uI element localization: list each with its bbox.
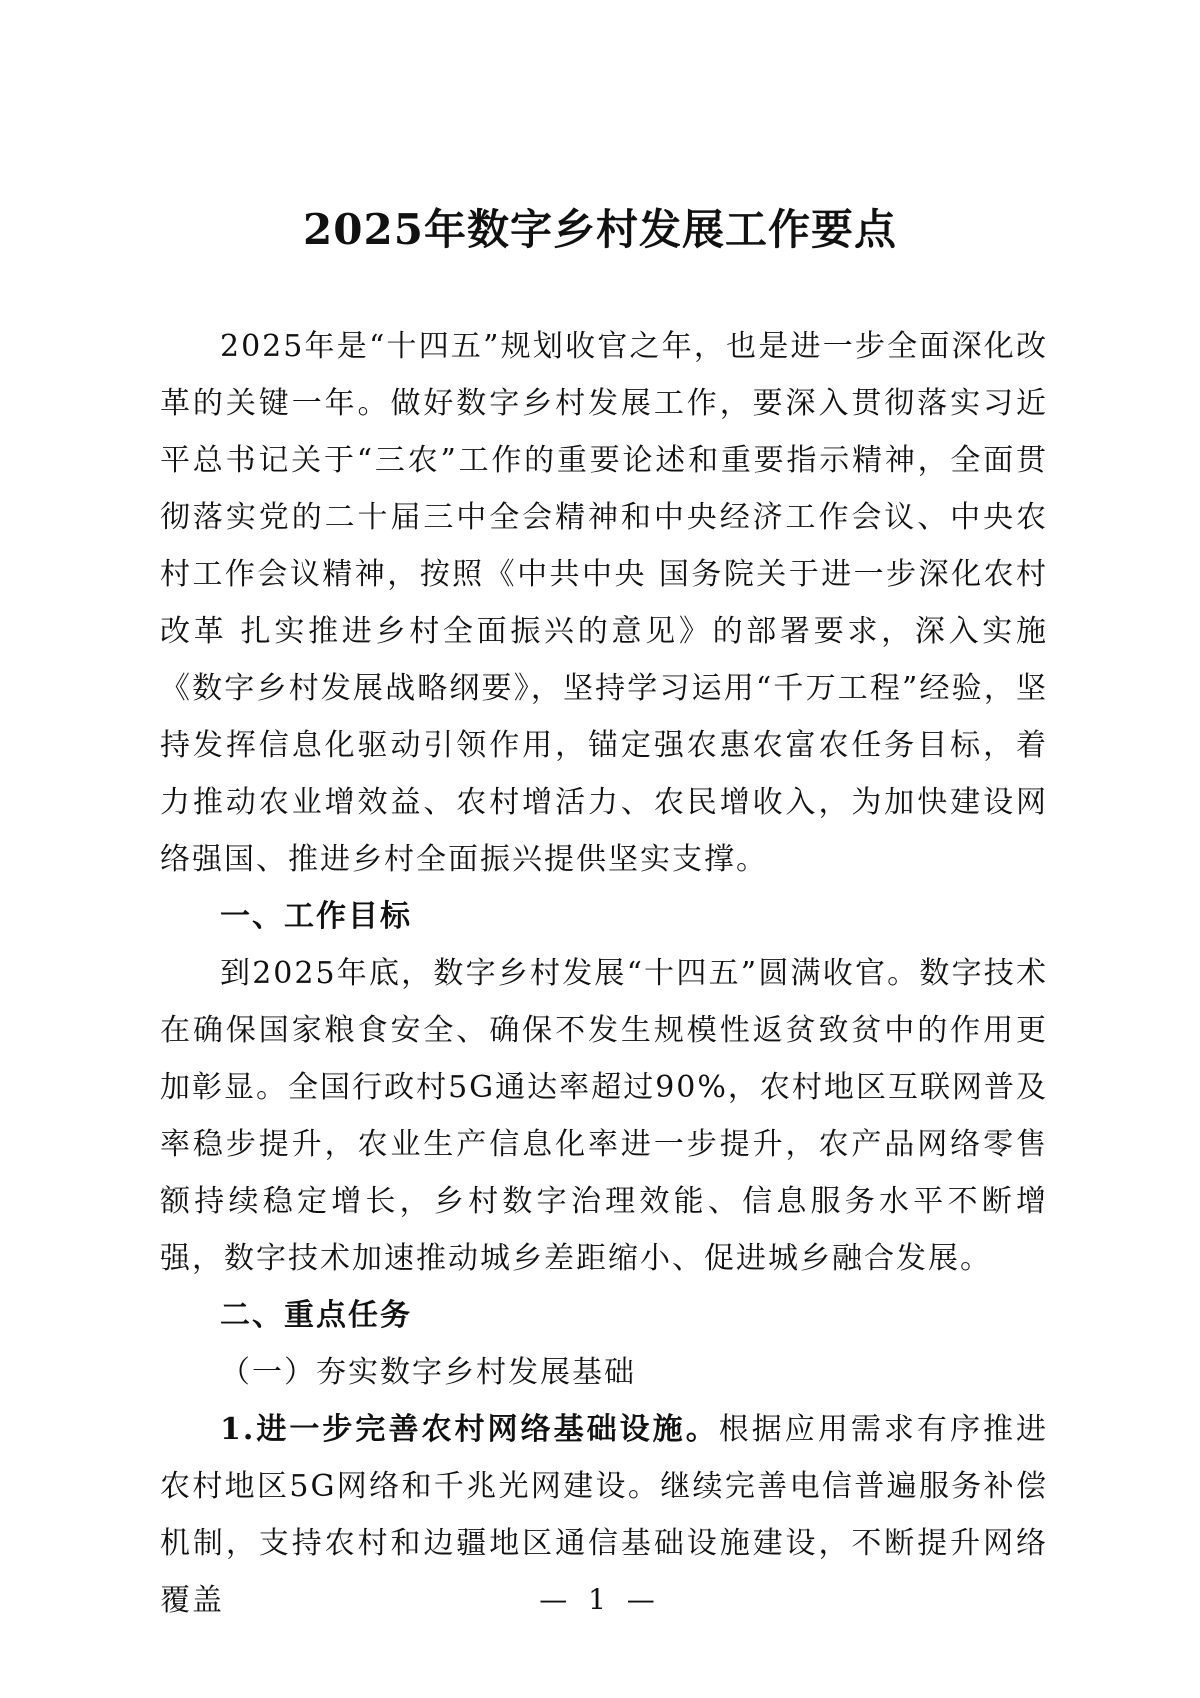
page-number: — 1 — [539,1583,661,1616]
document-body [160,318,1048,1629]
intro-paragraph: 2025年是“十四五”规划收官之年，也是进一步全面深化改革的关键一年。做好数字乡村发展工作，要深入贯彻落实习近平总书记关于“三农”工作的重要论述和重要指示精神，全面贯彻落实党的二十届三中全会精神和中央经济工作会议、中央农村工作会议精神，按照《中共中央 国务院关于进一步深化农村改革 扎实推进乡村全面振兴的意见》的部署要求，深入实施《数字乡村发展战略纲要》，坚持学习运用“千万工程”经验，坚持发挥信息化驱动引领作用，锚定强农惠农富农任务目标，着力推动农业增效益、农村增活力、农民增收入，为加快建设网络强国、推进乡村全面振兴提供坚实支撑。 [160,329,1048,877]
goals-paragraph: 到2025年底，数字乡村发展“十四五”圆满收官。数字技术在确保国家粮食安全、确保不发生规模性返贫致贫中的作用更加彰显。全国行政村5G通达率超过90%，农村地区互联网普及率稳步提升，农业生产信息化率进一步提升，农产品网络零售额持续稳定增长，乡村数字治理效能、信息服务水平不断增强，数字技术加速推动城乡差距缩小、促进城乡融合发展。 [160,956,1048,1276]
section-heading-goals: 一、工作目标 [220,899,412,934]
subsection-heading: （一）夯实数字乡村发展基础 [220,1355,636,1390]
task-item-lead: 1.进一步完善农村网络基础设施。 [220,1412,719,1447]
task-item-text: 根据应用需求有序推进农村地区5G网络和千兆光网建设。继续完善电信普遍服务补偿机制，支持农村和边疆地区通信基础设施建设，不断提升网络覆盖 [160,1412,1049,1618]
section-heading-tasks: 二、重点任务 [220,1298,412,1333]
document-title: 2025年数字乡村发展工作要点 [303,205,897,254]
